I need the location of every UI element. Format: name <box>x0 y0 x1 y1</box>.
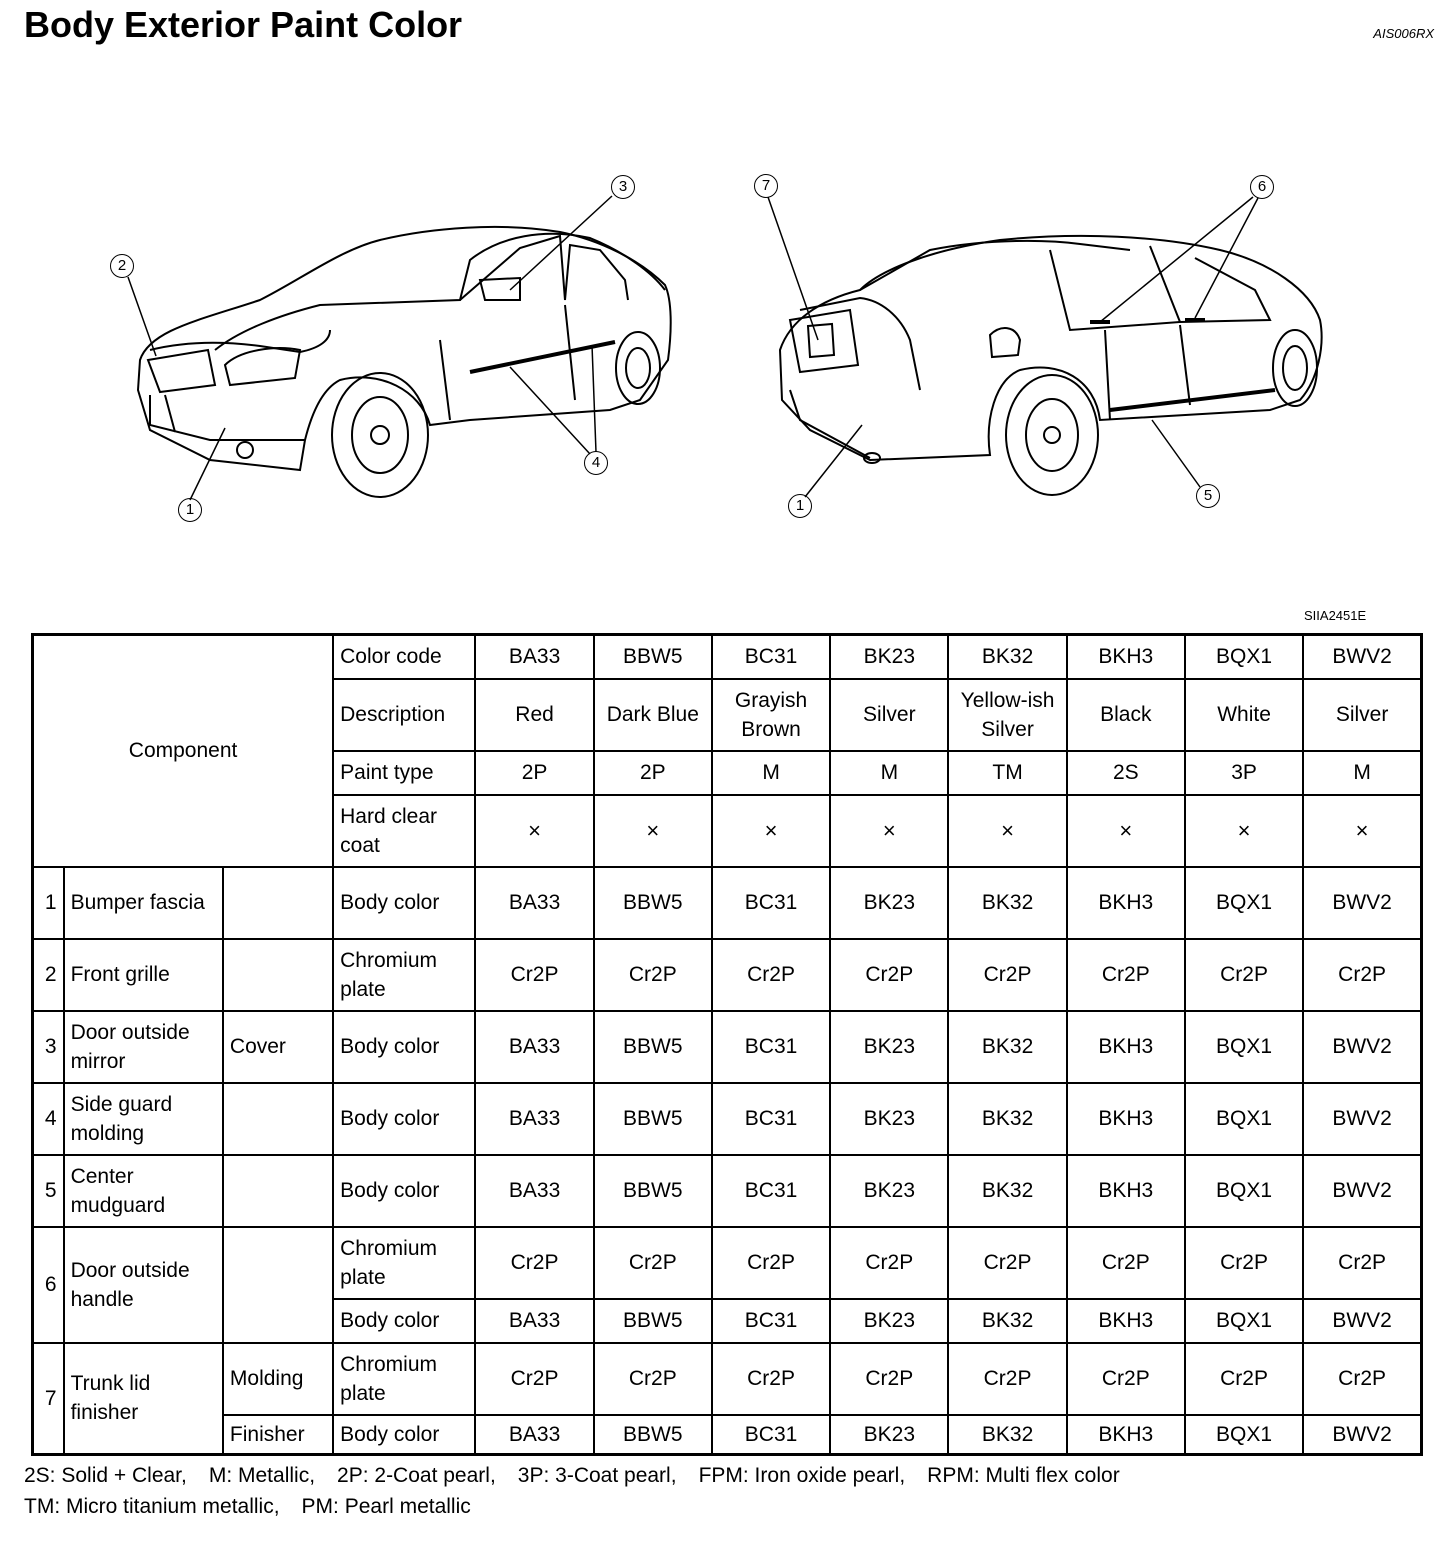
paint-value: Cr2P <box>948 939 1066 1011</box>
callout-rear-1: 1 <box>788 494 812 518</box>
paint-value: Cr2P <box>1303 1343 1421 1415</box>
legend-item: 2S: Solid + Clear, <box>24 1464 187 1487</box>
component-number: 7 <box>33 1343 64 1455</box>
paint-value: BA33 <box>475 1083 593 1155</box>
paint-value: Cr2P <box>1067 1227 1185 1299</box>
paint-value: Cr2P <box>830 939 948 1011</box>
color-description: Red <box>475 679 593 751</box>
paint-value: BC31 <box>712 867 830 939</box>
paint-value: Cr2P <box>830 1343 948 1415</box>
callout-rear-7: 7 <box>754 174 778 198</box>
callout-rear-6: 6 <box>1250 175 1274 199</box>
paint-type: M <box>1303 751 1421 795</box>
component-name: Bumper fascia <box>64 867 223 939</box>
paint-value: BKH3 <box>1067 1299 1185 1343</box>
component-name: Center mudguard <box>64 1155 223 1227</box>
component-sub <box>223 867 333 939</box>
paint-value: Cr2P <box>594 1343 712 1415</box>
paint-value: BBW5 <box>594 1083 712 1155</box>
paint-value: BWV2 <box>1303 1011 1421 1083</box>
callout-front-3: 3 <box>611 175 635 199</box>
color-code: BA33 <box>475 635 593 679</box>
paint-value: BBW5 <box>594 1415 712 1455</box>
paint-value: BA33 <box>475 867 593 939</box>
description-label: Description <box>333 679 475 751</box>
color-code: BK23 <box>830 635 948 679</box>
paint-value: BWV2 <box>1303 1299 1421 1343</box>
hard-clear-mark: × <box>1067 795 1185 867</box>
component-sub: Cover <box>223 1011 333 1083</box>
component-name: Door outside mirror <box>64 1011 223 1083</box>
table-row <box>33 867 1422 939</box>
legend-item: M: Metallic, <box>208 1464 316 1487</box>
component-sub <box>223 1155 333 1227</box>
paint-value: BKH3 <box>1067 1083 1185 1155</box>
color-code-label: Color code <box>333 635 475 679</box>
paint-value: BK23 <box>830 1155 948 1227</box>
paint-value: BK23 <box>830 1415 948 1455</box>
component-number: 3 <box>33 1011 64 1083</box>
component-number: 6 <box>33 1227 64 1343</box>
callout-rear-5: 5 <box>1196 484 1220 508</box>
paint-value: BA33 <box>475 1155 593 1227</box>
color-description: Silver <box>1303 679 1421 751</box>
paint-value: BKH3 <box>1067 1415 1185 1455</box>
finish-type: Chromium plate <box>333 1227 475 1299</box>
component-name: Trunk lid finisher <box>64 1343 223 1455</box>
paint-value: BWV2 <box>1303 1083 1421 1155</box>
legend <box>24 1460 1142 1522</box>
paint-type: TM <box>948 751 1066 795</box>
paint-value: BQX1 <box>1185 1011 1303 1083</box>
legend-item: RPM: Multi flex color <box>927 1464 1120 1487</box>
finish-type: Body color <box>333 1415 475 1455</box>
paint-value: BKH3 <box>1067 1011 1185 1083</box>
finish-type: Chromium plate <box>333 1343 475 1415</box>
component-sub <box>223 1083 333 1155</box>
hard-clear-mark: × <box>1303 795 1421 867</box>
paint-value: BC31 <box>712 1155 830 1227</box>
paint-value: BK23 <box>830 867 948 939</box>
table-row <box>33 1415 1422 1455</box>
paint-value: BK23 <box>830 1083 948 1155</box>
finish-type: Body color <box>333 1155 475 1227</box>
paint-type: 2P <box>594 751 712 795</box>
table-row <box>33 1083 1422 1155</box>
legend-item: PM: Pearl metallic <box>301 1495 471 1518</box>
paint-value: Cr2P <box>475 939 593 1011</box>
table-row <box>33 1155 1422 1227</box>
legend-item: TM: Micro titanium metallic, <box>24 1495 280 1518</box>
paint-value: BBW5 <box>594 1299 712 1343</box>
paint-value: BK32 <box>948 1415 1066 1455</box>
finish-type: Chromium plate <box>333 939 475 1011</box>
paint-value: BK32 <box>948 1083 1066 1155</box>
paint-value: BA33 <box>475 1011 593 1083</box>
paint-value: BC31 <box>712 1083 830 1155</box>
paint-value: Cr2P <box>1067 1343 1185 1415</box>
paint-value: BKH3 <box>1067 1155 1185 1227</box>
callout-front-2: 2 <box>110 254 134 278</box>
hard-clear-coat-label: Hard clear coat <box>333 795 475 867</box>
paint-value: Cr2P <box>830 1227 948 1299</box>
paint-value: BK32 <box>948 867 1066 939</box>
legend-item: FPM: Iron oxide pearl, <box>698 1464 906 1487</box>
finish-type: Body color <box>333 1011 475 1083</box>
component-sub: Molding <box>223 1343 333 1415</box>
component-number: 1 <box>33 867 64 939</box>
component-name: Door outside handle <box>64 1227 223 1343</box>
paint-type: 3P <box>1185 751 1303 795</box>
hard-clear-mark: × <box>1185 795 1303 867</box>
paint-value: Cr2P <box>475 1343 593 1415</box>
paint-value: Cr2P <box>475 1227 593 1299</box>
callout-front-4: 4 <box>584 451 608 475</box>
paint-value: BK23 <box>830 1011 948 1083</box>
paint-value: BK32 <box>948 1299 1066 1343</box>
paint-type: 2S <box>1067 751 1185 795</box>
paint-value: Cr2P <box>1185 939 1303 1011</box>
legend-item: 2P: 2-Coat pearl, <box>337 1464 496 1487</box>
color-code: BWV2 <box>1303 635 1421 679</box>
paint-value: Cr2P <box>712 1227 830 1299</box>
paint-value: Cr2P <box>594 939 712 1011</box>
component-header: Component <box>33 635 334 867</box>
figure-id: SIIA2451E <box>1304 608 1367 623</box>
callout-front-1: 1 <box>178 498 202 522</box>
component-name: Front grille <box>64 939 223 1011</box>
component-number: 5 <box>33 1155 64 1227</box>
legend-line-2 <box>24 1491 1142 1522</box>
hard-clear-mark: × <box>594 795 712 867</box>
paint-value: BK23 <box>830 1299 948 1343</box>
doc-id: AIS006RX <box>1373 26 1434 41</box>
paint-value: BA33 <box>475 1299 593 1343</box>
hard-clear-mark: × <box>948 795 1066 867</box>
paint-value: Cr2P <box>712 1343 830 1415</box>
component-sub: Finisher <box>223 1415 333 1455</box>
page-title: Body Exterior Paint Color <box>24 4 463 45</box>
paint-value: BQX1 <box>1185 1155 1303 1227</box>
component-number: 2 <box>33 939 64 1011</box>
color-description: Grayish Brown <box>712 679 830 751</box>
color-description: Dark Blue <box>594 679 712 751</box>
paint-type: M <box>712 751 830 795</box>
legend-line-1 <box>24 1460 1142 1491</box>
table-row <box>33 1227 1422 1299</box>
table-row <box>33 939 1422 1011</box>
table-row <box>33 1011 1422 1083</box>
finish-type: Body color <box>333 1299 475 1343</box>
paint-value: BQX1 <box>1185 1415 1303 1455</box>
component-sub <box>223 939 333 1011</box>
paint-value: Cr2P <box>1185 1227 1303 1299</box>
paint-value: BBW5 <box>594 1155 712 1227</box>
hard-clear-mark: × <box>830 795 948 867</box>
vehicle-illustration <box>0 150 1456 550</box>
paint-value: Cr2P <box>1185 1343 1303 1415</box>
paint-value: BQX1 <box>1185 1299 1303 1343</box>
color-description: Black <box>1067 679 1185 751</box>
paint-value: BQX1 <box>1185 1083 1303 1155</box>
paint-type: M <box>830 751 948 795</box>
finish-type: Body color <box>333 1083 475 1155</box>
paint-value: Cr2P <box>1303 1227 1421 1299</box>
legend-item: 3P: 3-Coat pearl, <box>517 1464 677 1487</box>
paint-value: Cr2P <box>712 939 830 1011</box>
paint-value: BKH3 <box>1067 867 1185 939</box>
paint-value: BC31 <box>712 1415 830 1455</box>
paint-value: Cr2P <box>1303 939 1421 1011</box>
paint-value: BWV2 <box>1303 867 1421 939</box>
paint-value: Cr2P <box>948 1343 1066 1415</box>
finish-type: Body color <box>333 867 475 939</box>
paint-value: Cr2P <box>594 1227 712 1299</box>
paint-value: Cr2P <box>1067 939 1185 1011</box>
color-code: BKH3 <box>1067 635 1185 679</box>
color-code: BBW5 <box>594 635 712 679</box>
hard-clear-mark: × <box>475 795 593 867</box>
table-row <box>33 635 1422 679</box>
paint-value: BBW5 <box>594 1011 712 1083</box>
paint-value: BQX1 <box>1185 867 1303 939</box>
paint-value: BK32 <box>948 1011 1066 1083</box>
paint-value: Cr2P <box>948 1227 1066 1299</box>
paint-value: BC31 <box>712 1299 830 1343</box>
paint-type: 2P <box>475 751 593 795</box>
table-row <box>33 1343 1422 1415</box>
component-sub <box>223 1227 333 1343</box>
component-name: Side guard molding <box>64 1083 223 1155</box>
paint-value: BA33 <box>475 1415 593 1455</box>
rear-car-drawing <box>780 236 1322 495</box>
paint-value: BWV2 <box>1303 1415 1421 1455</box>
paint-value: BBW5 <box>594 867 712 939</box>
color-description: Silver <box>830 679 948 751</box>
paint-type-label: Paint type <box>333 751 475 795</box>
hard-clear-mark: × <box>712 795 830 867</box>
paint-value: BWV2 <box>1303 1155 1421 1227</box>
color-description: Yellow-ish Silver <box>948 679 1066 751</box>
color-code: BQX1 <box>1185 635 1303 679</box>
color-code: BK32 <box>948 635 1066 679</box>
paint-color-table <box>31 633 1423 1456</box>
color-code: BC31 <box>712 635 830 679</box>
component-number: 4 <box>33 1083 64 1155</box>
color-description: White <box>1185 679 1303 751</box>
paint-value: BC31 <box>712 1011 830 1083</box>
paint-value: BK32 <box>948 1155 1066 1227</box>
